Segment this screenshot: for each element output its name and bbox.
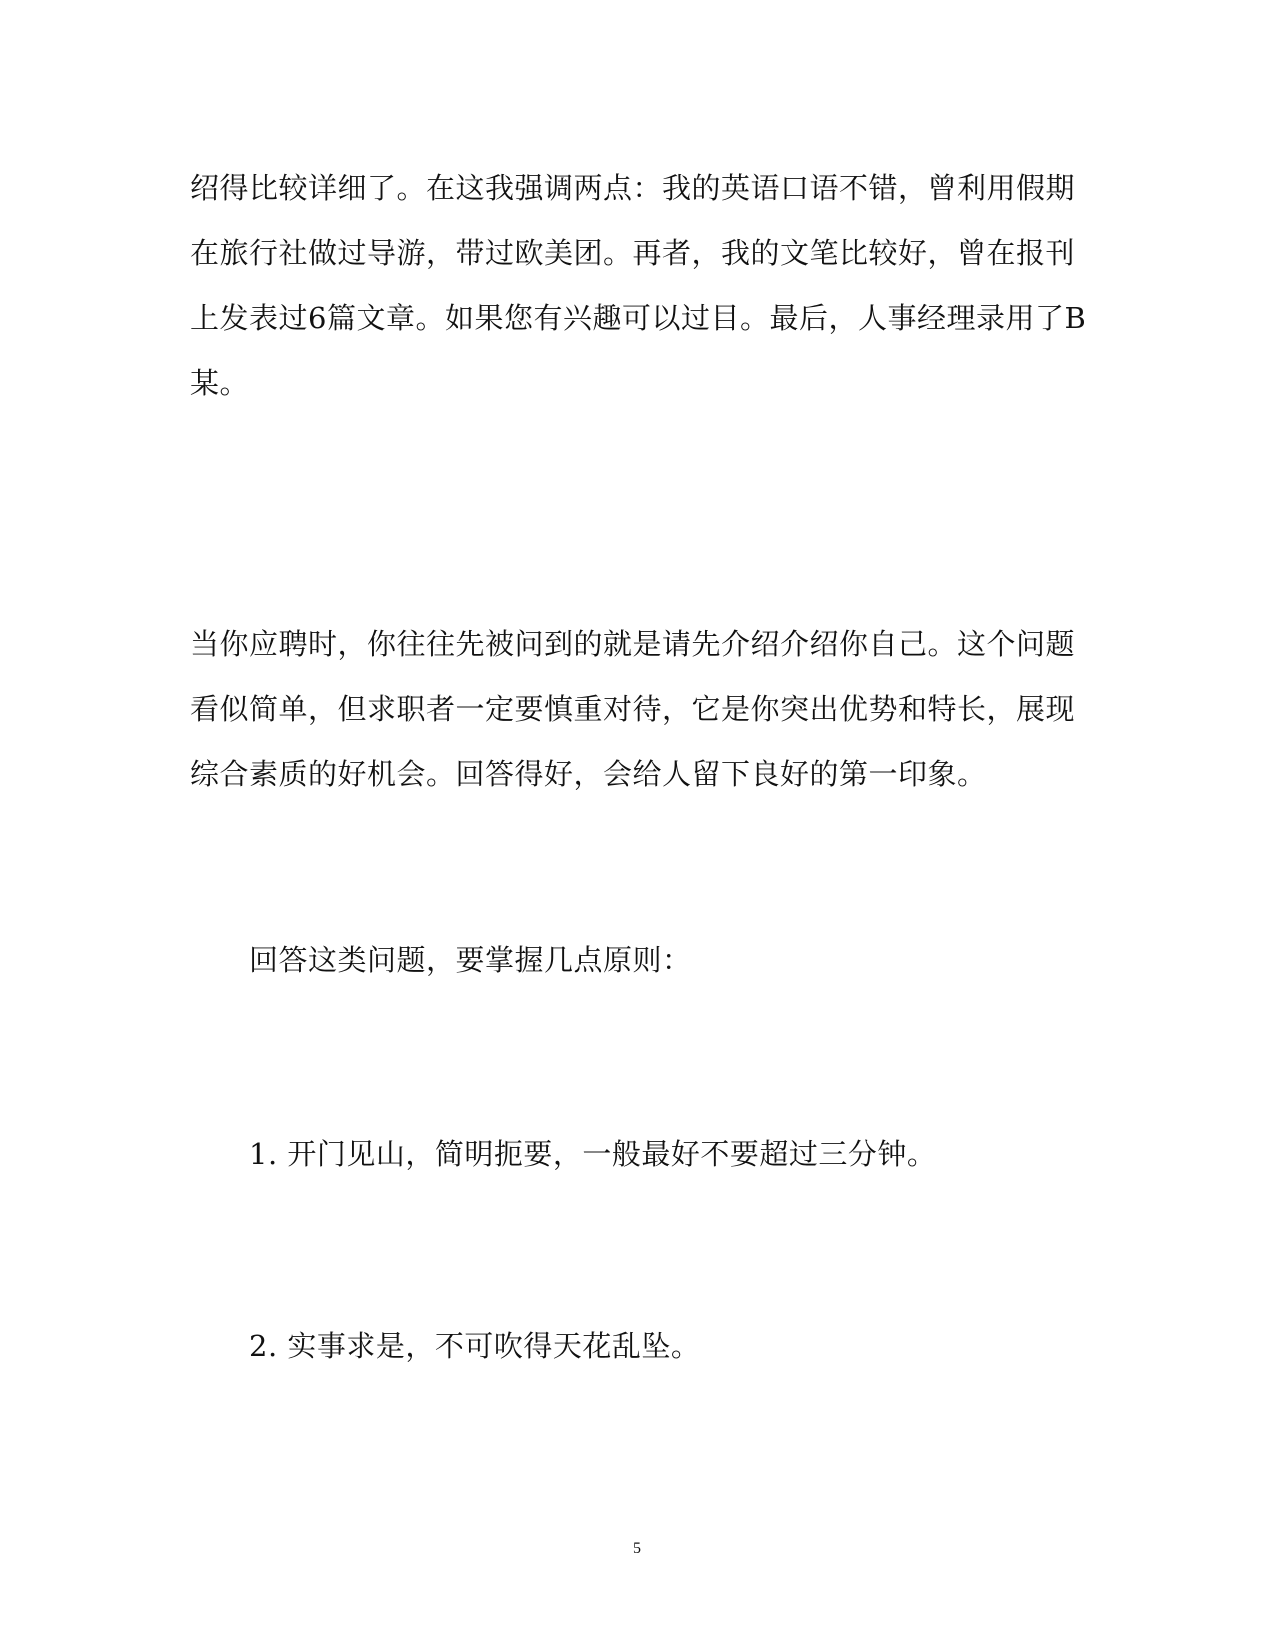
paragraph-1-line-3: 上发表过6篇文章。如果您有兴趣可以过目。最后，人事经理录用了B [190, 301, 1087, 335]
paragraph-1-line-4: 某。 [190, 366, 250, 400]
principle-item-1: 1. 开门见山，简明扼要，一般最好不要超过三分钟。 [249, 1137, 937, 1171]
principle-item-2: 2. 实事求是，不可吹得天花乱坠。 [249, 1329, 701, 1363]
paragraph-1-line-1: 绍得比较详细了。在这我强调两点：我的英语口语不错，曾利用假期 [190, 171, 1076, 205]
paragraph-2-line-2: 看似简单，但求职者一定要慎重对待，它是你突出优势和特长，展现 [190, 692, 1076, 726]
page-number: 5 [633, 1540, 641, 1557]
paragraph-2-line-3: 综合素质的好机会。回答得好，会给人留下良好的第一印象。 [190, 757, 987, 791]
paragraph-1-line-2: 在旅行社做过导游，带过欧美团。再者，我的文笔比较好，曾在报刊 [190, 236, 1076, 270]
paragraph-2-line-1: 当你应聘时，你往往先被问到的就是请先介绍介绍你自己。这个问题 [190, 627, 1076, 661]
principles-intro: 回答这类问题，要掌握几点原则： [249, 943, 692, 977]
